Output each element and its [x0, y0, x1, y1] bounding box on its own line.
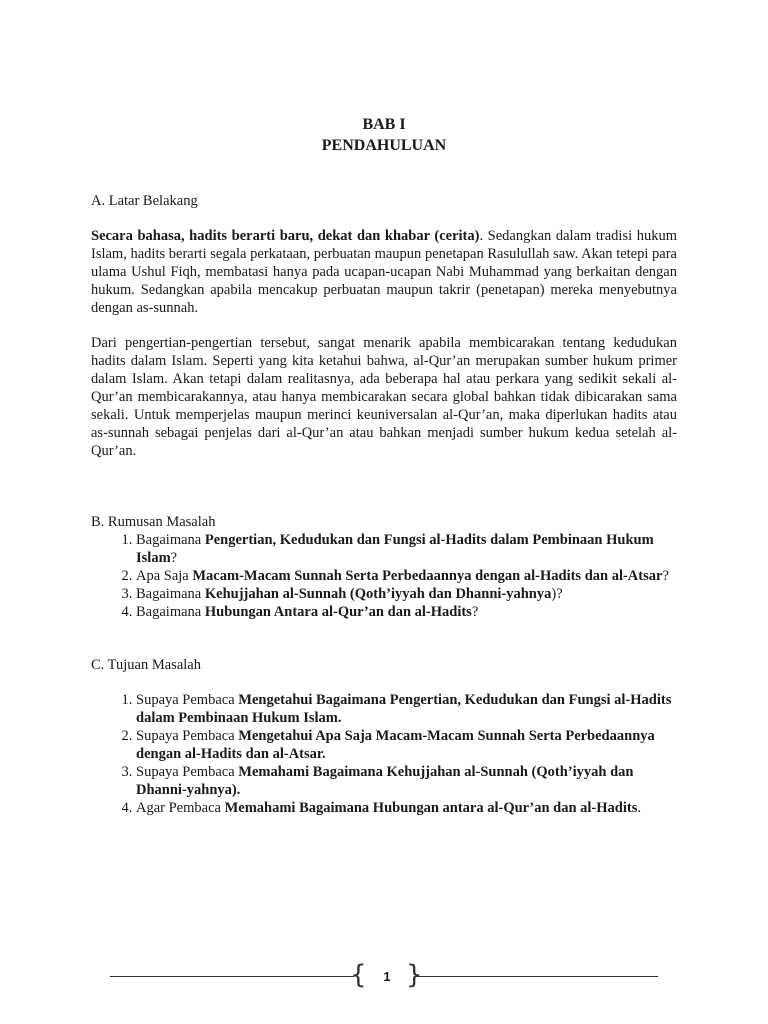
list-item: 4. Agar Pembaca Memahami Bagaimana Hubungan antara al-Qur’an dan al-Hadits. — [136, 799, 681, 817]
paragraph-1-text: . Sedangkan dalam tradisi hukum Islam, hadits berarti segala perkataan, perbuatan maupun penetapan Rasulullah saw. Akan tetepi para ulama Ushul Fiqh, membatasi hanya pada ucapan-ucapan Nabi Muhammad yang berkaitan dengan hukum. Sedangkan apabila mencakup perbuatan maupun takrir (penetapan) mereka menyebutnya dengan as-sunnah. — [91, 228, 677, 316]
right-brace-icon: } — [406, 960, 423, 990]
list-item: 1. Bagaimana Pengertian, Kedudukan dan Fungsi al-Hadits dalam Pembinaan Hukum Islam? — [136, 531, 681, 567]
list-item: 4. Bagaimana Hubungan Antara al-Qur’an dan al-Hadits? — [136, 603, 681, 621]
list-item: 2. Apa Saja Macam-Macam Sunnah Serta Perbedaannya dengan al-Hadits dan al-Atsar? — [136, 567, 681, 585]
chapter-number: BAB I — [362, 116, 406, 133]
section-c-heading: C. Tujuan Masalah — [91, 657, 201, 673]
list-item: 3. Supaya Pembaca Memahami Bagaimana Kehujjahan al-Sunnah (Qoth’iyyah dan Dhanni-yahnya). — [136, 763, 681, 799]
problem-list — [91, 531, 681, 621]
footer-rule-left — [110, 976, 354, 977]
page-footer — [110, 960, 658, 991]
left-brace-icon: { — [350, 960, 367, 990]
paragraph-1 — [91, 227, 677, 317]
list-item: 3. Bagaimana Kehujjahan al-Sunnah (Qoth’iyyah dan Dhanni-yahnya)? — [136, 585, 681, 603]
section-b-heading: B. Rumusan Masalah — [91, 514, 216, 530]
section-a-heading: A. Latar Belakang — [91, 193, 198, 209]
footer-rule-right — [414, 976, 658, 977]
paragraph-1-bold: Secara bahasa, hadits berarti baru, dekat dan khabar (cerita) — [91, 228, 480, 244]
chapter-title: PENDAHULUAN — [321, 137, 447, 154]
list-item: 2. Supaya Pembaca Mengetahui Apa Saja Macam-Macam Sunnah Serta Perbedaannya dengan al-Hadits dan al-Atsar. — [136, 727, 681, 763]
objective-list — [91, 691, 681, 817]
page-number: 1 — [383, 969, 391, 984]
paragraph-2: Dari pengertian-pengertian tersebut, sangat menarik apabila membicarakan tentang kedudukan hadits dalam Islam. Seperti yang kita ketahui bahwa, al-Qur’an merupakan sumber hukum primer dalam Islam. Akan tetapi dalam realitasnya, ada beberapa hal atau perkara yang sedikit sekali al-Qur’an membicarakannya, atau hanya membicarakan secara global bahkan tidak dibicarakan sama sekali. Untuk memperjelas maupun merinci keuniversalan al-Qur’an, maka diperlukan hadits atau as-sunnah sebagai penjelas dari al-Qur’an atau bahkan menjadi sumber hukum kedua setelah al-Qur’an. — [91, 335, 677, 459]
list-item: 1. Supaya Pembaca Mengetahui Bagaimana Pengertian, Kedudukan dan Fungsi al-Hadits dalam Pembinaan Hukum Islam. — [136, 691, 681, 727]
